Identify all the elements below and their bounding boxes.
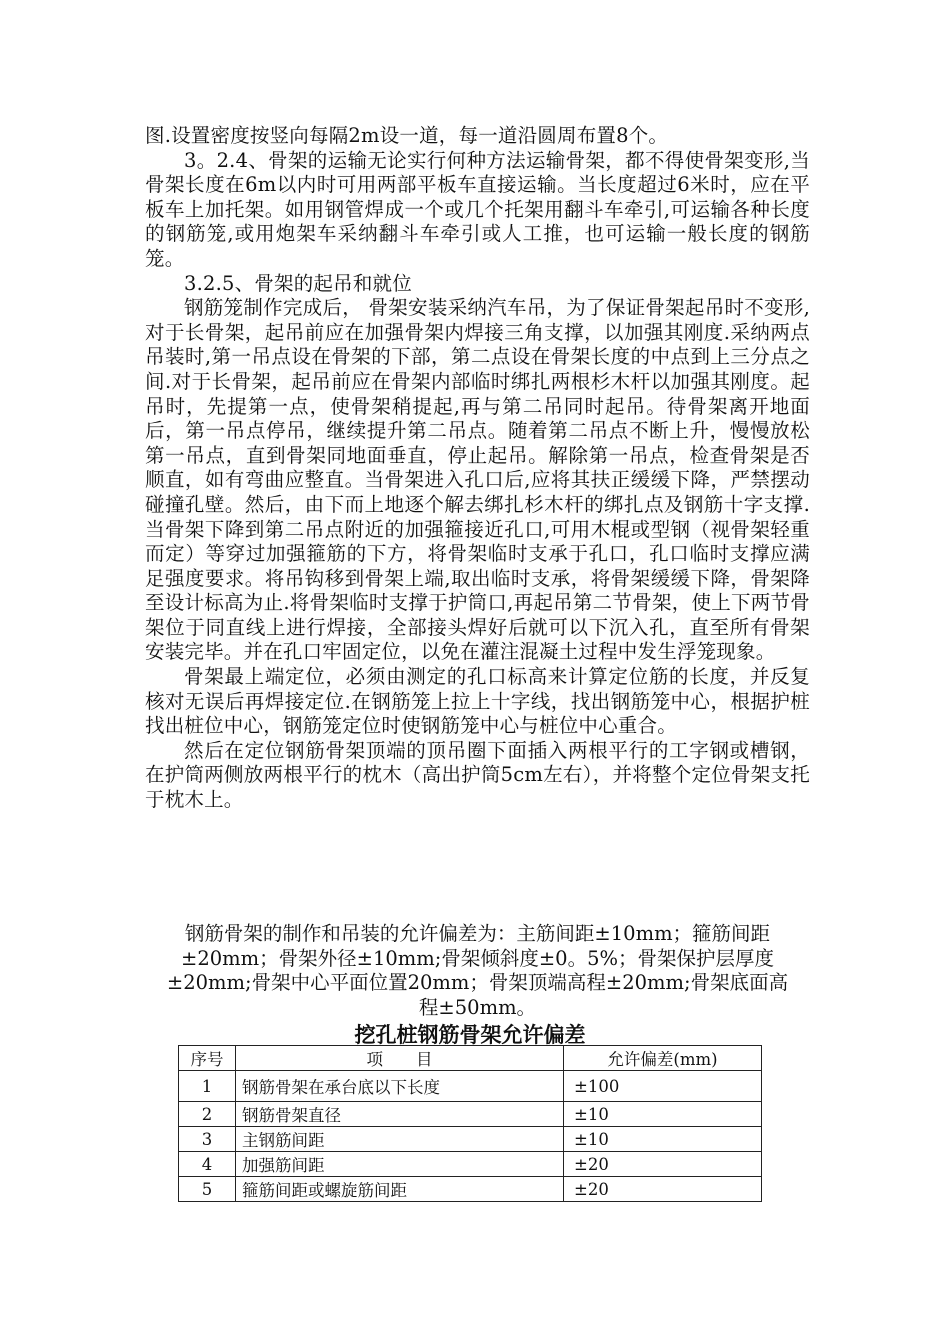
tolerance-table: [178, 1045, 762, 1202]
row-no: 5: [179, 1177, 236, 1202]
table-header-row: [179, 1046, 762, 1071]
row-value: ±100: [564, 1071, 762, 1102]
row-item: 钢筋骨架在承台底以下长度: [236, 1071, 564, 1102]
row-no: 1: [179, 1071, 236, 1102]
row-item: 箍筋间距或螺旋筋间距: [236, 1177, 564, 1202]
row-value: ±10: [564, 1102, 762, 1127]
row-value: ±20: [564, 1177, 762, 1202]
table-title: 挖孔桩钢筋骨架允许偏差: [354, 1023, 586, 1047]
paragraph: 骨架最上端定位，必须由测定的孔口标高来计算定位筋的长度，并反复核对无误后再焊接定位.在钢筋笼上拉上十字线，找出钢筋笼中心，根据护桩找出桩位中心，钢筋笼定位时使钢筋笼中心与桩位中心重合。: [145, 665, 810, 738]
row-no: 2: [179, 1102, 236, 1127]
table-row: [179, 1071, 762, 1102]
header-tolerance: 允许偏差(mm): [564, 1046, 762, 1071]
tolerance-line: 钢筋骨架的制作和吊装的允许偏差为：主筋间距±10mm；箍筋间距: [184, 922, 771, 945]
row-item: 主钢筋间距: [236, 1127, 564, 1152]
tolerance-line: 程±50mm。: [418, 995, 537, 1019]
table-row: [179, 1152, 762, 1177]
body-text: [145, 124, 810, 813]
row-value: ±20: [564, 1152, 762, 1177]
paragraph: 然后在定位钢筋骨架顶端的顶吊圈下面插入两根平行的工字钢或槽钢，在护筒两侧放两根平行的枕木（高出护筒5cm左右），并将整个定位骨架支托于枕木上。: [145, 738, 810, 812]
row-item: 钢筋骨架直径: [236, 1102, 564, 1127]
tolerance-line: ±20mm；骨架外径±10mm;骨架倾斜度±0。5%；骨架保护层厚度: [180, 946, 775, 970]
header-item: 项 目: [236, 1046, 564, 1071]
paragraph: 图.设置密度按竖向每隔2m设一道，每一道沿圆周布置8个。: [145, 124, 669, 147]
paragraph: 3。2.4、骨架的运输无论实行何种方法运输骨架，都不得使骨架变形,当骨架长度在6m以内时可用两部平板车直接运输。当长度超过6米时，应在平板车上加托架。如用钢管焊成一个或几个托架用翻斗车牵引,可运输各种长度的钢筋笼,或用炮架车采纳翻斗车牵引或人工推，也可运输一般长度的钢筋笼。: [145, 148, 810, 270]
section-heading: 3.2.5、骨架的起吊和就位: [184, 271, 412, 295]
table-row: [179, 1102, 762, 1127]
row-no: 4: [179, 1152, 236, 1177]
row-item: 加强筋间距: [236, 1152, 564, 1177]
header-no: 序号: [179, 1046, 236, 1071]
tolerance-statement: [145, 922, 810, 1020]
table-row: [179, 1127, 762, 1152]
tolerance-line: ±20mm;骨架中心平面位置20mm；骨架顶端高程±20mm;骨架底面高: [166, 971, 789, 995]
paragraph: 钢筋笼制作完成后， 骨架安装采纳汽车吊，为了保证骨架起吊时不变形,对于长骨架，起吊前应在加强骨架内焊接三角支撑，以加强其刚度.采纳两点吊装时,第一吊点设在骨架的下部，第二点设在骨架长度的中点到上三分点之间.对于长骨架，起吊前应在骨架内部临时绑扎两根杉木杆以加强其刚度。起吊时，先提第一点，使骨架稍提起,再与第二吊同时起吊。待骨架离开地面后，第一吊点停吊，继续提升第二吊点。随着第二吊点不断上升，慢慢放松第一吊点，直到骨架同地面垂直，停止起吊。解除第一吊点，检查骨架是否顺直，如有弯曲应整直。当骨架进入孔口后,应将其扶正缓缓下降，严禁摆动碰撞孔壁。然后，由下而上地逐个解去绑扎杉木杆的绑扎点及钢筋十字支撑.当骨架下降到第二吊点附近的加强箍接近孔口,可用木棍或型钢（视骨架轻重而定）等穿过加强箍筋的下方，将骨架临时支承于孔口，孔口临时支撑应满足强度要求。将吊钩移到骨架上端,取出临时支承，将骨架缓缓下降，骨架降至设计标高为止.将骨架临时支撑于护筒口,再起吊第二节骨架，使上下两节骨架位于同直线上进行焊接，全部接头焊好后就可以下沉入孔，直至所有骨架安装完毕。并在孔口牢固定位，以免在灌注混凝土过程中发生浮笼现象。: [145, 296, 810, 664]
row-no: 3: [179, 1127, 236, 1152]
table-row: [179, 1177, 762, 1202]
row-value: ±10: [564, 1127, 762, 1152]
